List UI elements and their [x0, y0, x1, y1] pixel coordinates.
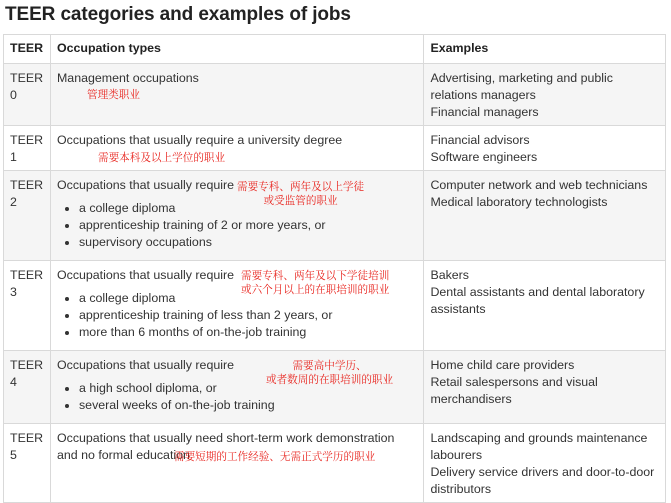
page-title: TEER categories and examples of jobs: [5, 4, 351, 25]
teer-cell: TEER 5: [4, 424, 51, 503]
example-item: Computer network and web technicians: [430, 178, 648, 192]
annotation-line: 或六个月以上的在职培训的职业: [240, 284, 390, 296]
teer-cell: TEER 2: [4, 171, 51, 261]
teer-cell: TEER 4: [4, 351, 51, 424]
teer-cell: TEER 3: [4, 261, 51, 351]
example-item: Delivery service drivers and door-to-door distributors: [430, 465, 655, 496]
annotation-line: 或者数周的在职培训的职业: [265, 374, 394, 386]
table-row-teer-0: [4, 64, 666, 126]
example-item: Home child care providers: [430, 358, 575, 372]
list-item: • apprenticeship training of less than 2 years, or: [79, 307, 417, 324]
list-item: • more than 6 months of on-the-job training: [79, 324, 417, 341]
requirement-list: [57, 290, 417, 341]
examples-cell: [424, 171, 666, 261]
annotation-line: 需要本科及以上学位的职业: [97, 152, 226, 164]
list-item: • supervisory occupations: [79, 234, 417, 251]
list-item: • a college diploma: [79, 200, 417, 217]
table-row-teer-4: [4, 351, 666, 424]
occupation-cell: [50, 424, 423, 503]
example-item: Bakers: [430, 268, 470, 282]
teer-cell: TEER 1: [4, 126, 51, 171]
annotation-line: 需要专科、两年及以下学徒培训: [240, 270, 390, 282]
examples-cell: [424, 64, 666, 126]
examples-cell: [424, 261, 666, 351]
occupation-text: Management occupations: [56, 71, 199, 85]
example-item: Software engineers: [430, 150, 538, 164]
examples-cell: [424, 126, 666, 171]
table-row-teer-2: [4, 171, 666, 261]
chinese-annotation: [174, 450, 375, 464]
table-row-teer-5: [4, 424, 666, 503]
example-item: Medical laboratory technologists: [430, 195, 608, 209]
examples-cell: [424, 424, 666, 503]
chinese-annotation: [241, 269, 389, 297]
occupation-text: Occupations that usually need short-term work demonstration and no formal education: [56, 431, 395, 462]
example-item: Retail salespersons and visual merchandisers: [430, 375, 598, 406]
table-row-teer-1: [4, 126, 666, 171]
occupation-cell: [50, 351, 423, 424]
example-item: Financial managers: [430, 105, 539, 119]
annotation-line: 需要专科、两年及以上学徒: [236, 181, 365, 193]
annotation-line: 或受监管的职业: [263, 195, 338, 207]
occupation-cell: [50, 261, 423, 351]
occupation-cell: [50, 126, 423, 171]
list-item: • a high school diploma, or: [79, 380, 417, 397]
header-examples: Examples: [424, 35, 666, 64]
occupation-text: Occupations that usually require: [56, 268, 234, 282]
list-item: • apprenticeship training of 2 or more years, or: [79, 217, 417, 234]
header-teer: TEER: [4, 35, 51, 64]
example-item: Dental assistants and dental laboratory assistants: [430, 285, 645, 316]
header-row: [4, 35, 666, 64]
occupation-text: Occupations that usually require: [56, 358, 234, 372]
chinese-annotation: [237, 180, 364, 208]
teer-cell: TEER 0: [4, 64, 51, 126]
list-item: • several weeks of on-the-job training: [79, 397, 417, 414]
teer-table: [3, 34, 666, 503]
chinese-annotation: [98, 151, 225, 165]
annotation-line: 需要短期的工作经验、无需正式学历的职业: [173, 451, 376, 463]
occupation-cell: [50, 171, 423, 261]
examples-cell: [424, 351, 666, 424]
annotation-line: 需要高中学历、: [292, 360, 367, 372]
list-item: • a college diploma: [79, 290, 417, 307]
occupation-cell: [50, 64, 423, 126]
header-occupation-types: Occupation types: [50, 35, 423, 64]
chinese-annotation: [87, 88, 140, 102]
example-item: Financial advisors: [430, 133, 530, 147]
occupation-text: Occupations that usually require a university degree: [56, 133, 343, 147]
example-item: Landscaping and grounds maintenance labourers: [430, 431, 648, 462]
table-row-teer-3: [4, 261, 666, 351]
chinese-annotation: [266, 359, 393, 387]
example-item: Advertising, marketing and public relations managers: [430, 71, 613, 102]
annotation-line: 管理类职业: [86, 89, 140, 101]
occupation-text: Occupations that usually require: [56, 178, 234, 192]
